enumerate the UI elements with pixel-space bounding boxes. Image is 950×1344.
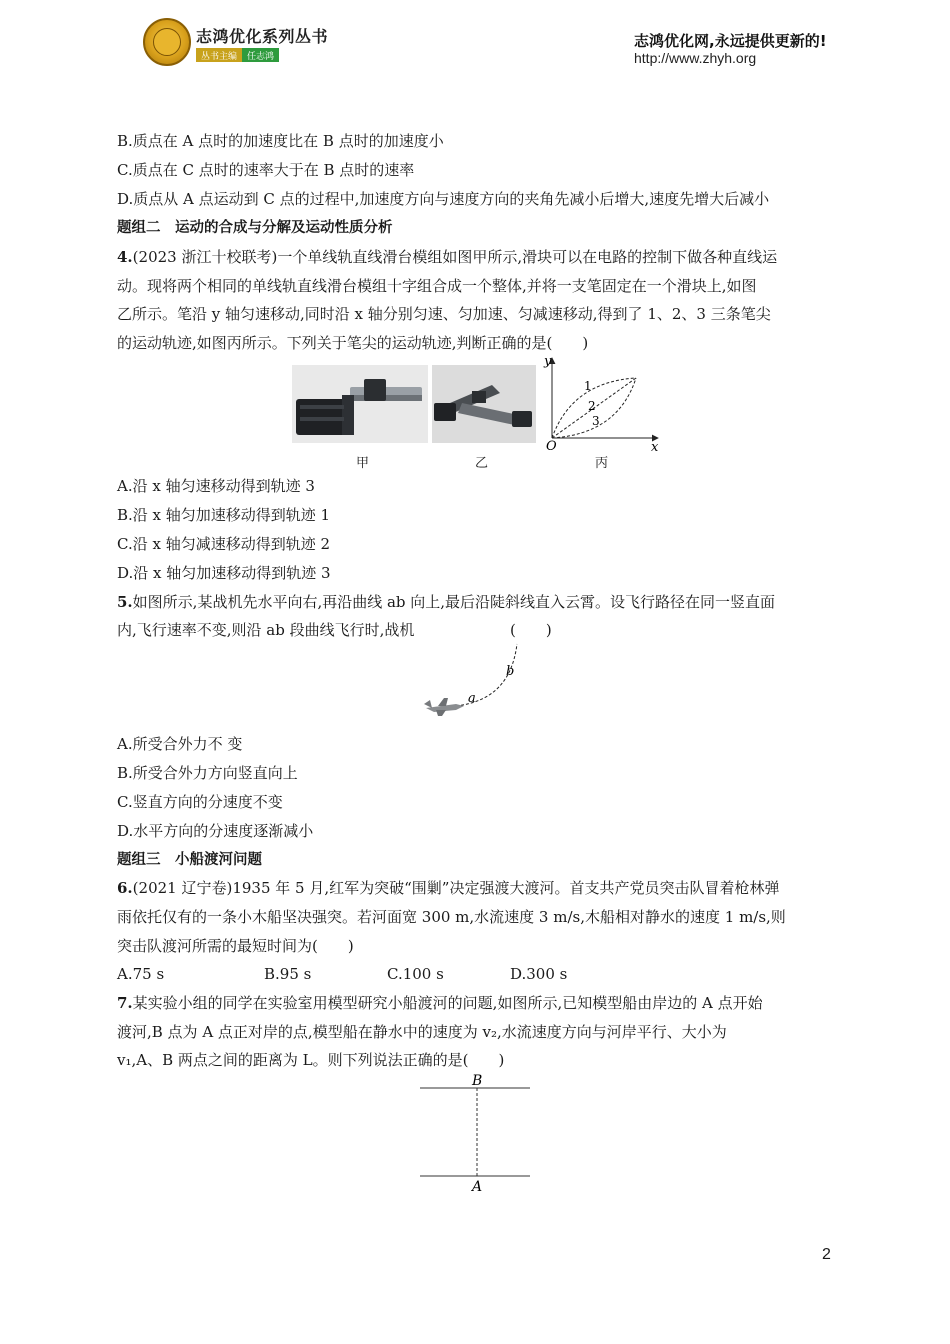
q5-option-a: A.所受合外力不 变 [117,735,243,753]
q7-line2: 渡河,B 点为 A 点正对岸的点,模型船在静水中的速度为 v₂,水流速度方向与河岸平行、大小为 [117,1023,727,1041]
editor-badge [196,48,279,62]
q6-option-c: C.100 s [387,965,444,983]
figure-river-crossing [415,1070,535,1198]
q6-line3: 突击队渡河所需的最短时间为( ) [117,937,354,955]
q4-text-1: (2023 浙江十校联考)一个单线轨直线滑台模组如图甲所示,滑块可以在电路的控制下做各种直线运 [132,248,778,266]
q4-line1 [117,247,777,267]
q7-line1 [117,993,763,1013]
point-a-label: A [472,1179,483,1195]
logo-seal-icon [143,18,191,66]
figure-yi-photo [432,365,536,443]
q3-option-d: D.质点从 A 点运动到 C 点的过程中,加速度方向与速度方向的夹角先减小后增大,速度先增大后减小 [117,190,770,208]
q4-option-a: A.沿 x 轴匀速移动得到轨迹 3 [117,477,315,495]
q4-option-b: B.沿 x 轴匀加速移动得到轨迹 1 [117,506,331,524]
group2-heading: 题组二 运动的合成与分解及运动性质分析 [117,220,393,236]
page-header [0,0,950,80]
q5-option-b: B.所受合外力方向竖直向上 [117,764,298,782]
figure-yi-label: 乙 [475,456,489,471]
q6-number: 6. [117,879,133,897]
page-number: 2 [822,1246,831,1263]
q3-option-c: C.质点在 C 点时的速率大于在 B 点时的速率 [117,161,415,179]
q6-option-d: D.300 s [510,965,568,983]
site-url-link[interactable]: http://www.zhyh.org [634,50,757,66]
q6-line2: 雨依托仅有的一条小木船坚决强突。若河面宽 300 m,水流速度 3 m/s,木船相对静水的速度 1 m/s,则 [117,908,786,926]
figure-fighter-path [420,640,530,718]
series-title: 志鸿优化系列丛书 [196,27,329,46]
trajectory-1-label: 1 [584,379,592,393]
x-axis-label: x [651,440,659,454]
point-b-label: b [506,664,515,679]
trajectory-3-label: 3 [592,414,600,428]
origin-label: O [546,439,557,454]
q5-line1 [117,592,775,612]
point-a-label: a [468,691,476,706]
q5-text-1: 如图所示,某战机先水平向右,再沿曲线 ab 向上,最后沿陡斜线直入云霄。设飞行路径在同一竖直面 [132,593,776,611]
q5-option-d: D.水平方向的分速度逐渐减小 [117,822,314,840]
q7-line3: v₁,A、B 两点之间的距离为 L。则下列说法正确的是( ) [117,1051,505,1069]
q3-option-b: B.质点在 A 点时的加速度比在 B 点时的加速度小 [117,132,444,150]
q4-line3: 乙所示。笔沿 y 轴匀速移动,同时沿 x 轴分别匀速、匀加速、匀减速移动,得到了 1、2、3 三条笔尖 [117,305,771,323]
q4-number: 4. [117,248,133,266]
q5-number: 5. [117,593,133,611]
q7-text-1: 某实验小组的同学在实验室用模型研究小船渡河的问题,如图所示,已知模型船由岸边的 A 点开始 [132,994,763,1012]
point-b-label: B [472,1073,483,1089]
q7-number: 7. [117,994,133,1012]
figure-jia-photo [292,365,428,443]
site-slogan: 志鸿优化网,永远提供更新的! [634,32,827,50]
q4-option-d: D.沿 x 轴匀加速移动得到轨迹 3 [117,564,331,582]
trajectory-2-label: 2 [588,399,596,413]
q4-line2: 动。现将两个相同的单线轨直线滑台模组十字组合成一个整体,并将一支笔固定在一个滑块上,如图 [117,277,757,295]
figure-bing-label: 丙 [595,456,609,471]
q6-text-1: (2021 辽宁卷)1935 年 5 月,红军为突破“围剿”决定强渡大渡河。首支共产党员突击队冒着枪林弹 [132,879,780,897]
editor-label: 丛书主编 [196,48,242,62]
editor-name: 任志鸿 [242,48,279,62]
q6-line1 [117,878,779,898]
q4-option-c: C.沿 x 轴匀减速移动得到轨迹 2 [117,535,331,553]
y-axis-label: y [544,354,552,369]
fighter-jet-icon [424,698,464,716]
figure-bing-graph [540,352,665,454]
group3-heading: 题组三 小船渡河问题 [117,852,262,868]
q5-answer-bracket: ( ) [510,621,552,639]
figure-jia-label: 甲 [356,456,370,471]
q4-line4: 的运动轨迹,如图丙所示。下列关于笔尖的运动轨迹,判断正确的是( ) [117,334,589,352]
q6-option-a: A.75 s [117,965,165,983]
q5-line2: 内,飞行速率不变,则沿 ab 段曲线飞行时,战机 [117,621,415,639]
q5-option-c: C.竖直方向的分速度不变 [117,793,283,811]
q6-option-b: B.95 s [264,965,312,983]
